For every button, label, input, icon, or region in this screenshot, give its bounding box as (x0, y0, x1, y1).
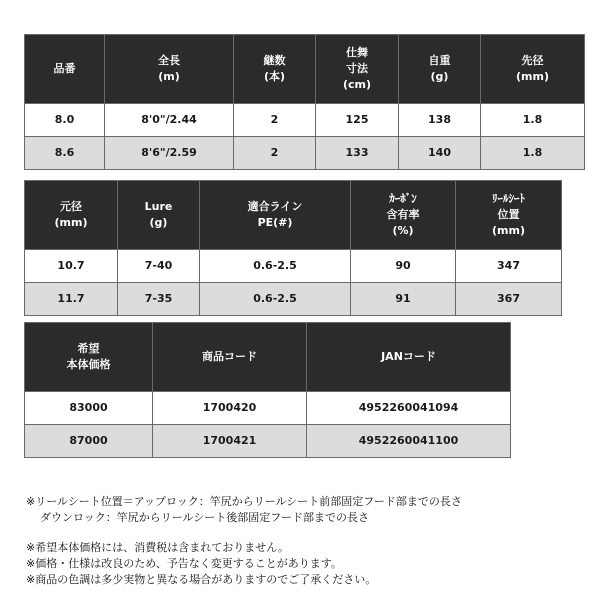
cell-model-number: 8.0 (25, 104, 105, 137)
table-row (25, 425, 511, 458)
spec-table-3 (24, 322, 511, 458)
header-carbon-content: ｶｰﾎﾞﾝ 含有率 (%) (351, 181, 456, 250)
cell-total-length: 8'0"/2.44 (105, 104, 234, 137)
header-weight: 自重 (g) (399, 35, 481, 104)
note-tax: ※希望本体価格には、消費税は含まれておりません。 (26, 541, 289, 554)
cell-jan-code: 4952260041100 (307, 425, 511, 458)
cell-lure-weight: 7-35 (118, 283, 200, 316)
table-row (25, 104, 585, 137)
cell-closed-length: 133 (316, 137, 399, 170)
header-total-length: 全長 (m) (105, 35, 234, 104)
header-price: 希望 本体価格 (25, 323, 153, 392)
header-product-code: 商品コード (153, 323, 307, 392)
note-color: ※商品の色調は多少実物と異なる場合がありますのでご了承ください。 (26, 573, 377, 586)
note-reel-seat-up: ※リールシート位置＝アップロック：竿尻からリールシート前部固定フード部までの長さ (26, 495, 462, 508)
header-lure-weight: Lure (g) (118, 181, 200, 250)
cell-reel-seat-position: 347 (456, 250, 562, 283)
spec-table-1 (24, 34, 585, 170)
header-butt-diameter: 元径 (mm) (25, 181, 118, 250)
table-row (25, 250, 562, 283)
cell-model-number: 8.6 (25, 137, 105, 170)
cell-carbon-content: 90 (351, 250, 456, 283)
table-header-row (25, 35, 585, 104)
cell-tip-diameter: 1.8 (481, 137, 585, 170)
cell-weight: 138 (399, 104, 481, 137)
note-reel-seat-down: ダウンロック：竿尻からリールシート後部固定フード部までの長さ (40, 511, 369, 524)
cell-line-pe: 0.6-2.5 (200, 283, 351, 316)
cell-line-pe: 0.6-2.5 (200, 250, 351, 283)
cell-product-code: 1700420 (153, 392, 307, 425)
table-row (25, 283, 562, 316)
header-jan-code: JANコード (307, 323, 511, 392)
footnotes (26, 494, 586, 588)
header-model-number: 品番 (25, 35, 105, 104)
cell-jan-code: 4952260041094 (307, 392, 511, 425)
cell-tip-diameter: 1.8 (481, 104, 585, 137)
cell-closed-length: 125 (316, 104, 399, 137)
header-line-pe: 適合ライン PE(#) (200, 181, 351, 250)
table-row (25, 137, 585, 170)
header-closed-length: 仕舞 寸法 (cm) (316, 35, 399, 104)
header-sections: 継数 (本) (234, 35, 316, 104)
cell-weight: 140 (399, 137, 481, 170)
header-tip-diameter: 先径 (mm) (481, 35, 585, 104)
cell-total-length: 8'6"/2.59 (105, 137, 234, 170)
cell-butt-diameter: 11.7 (25, 283, 118, 316)
table-header-row (25, 323, 511, 392)
cell-price: 87000 (25, 425, 153, 458)
cell-price: 83000 (25, 392, 153, 425)
table-header-row (25, 181, 562, 250)
cell-butt-diameter: 10.7 (25, 250, 118, 283)
cell-lure-weight: 7-40 (118, 250, 200, 283)
cell-reel-seat-position: 367 (456, 283, 562, 316)
table-row (25, 392, 511, 425)
cell-sections: 2 (234, 137, 316, 170)
header-reel-seat-position: ﾘｰﾙｼｰﾄ 位置 (mm) (456, 181, 562, 250)
spec-table-2 (24, 180, 562, 316)
cell-product-code: 1700421 (153, 425, 307, 458)
note-change: ※価格・仕様は改良のため、予告なく変更することがあります。 (26, 557, 342, 570)
cell-sections: 2 (234, 104, 316, 137)
cell-carbon-content: 91 (351, 283, 456, 316)
